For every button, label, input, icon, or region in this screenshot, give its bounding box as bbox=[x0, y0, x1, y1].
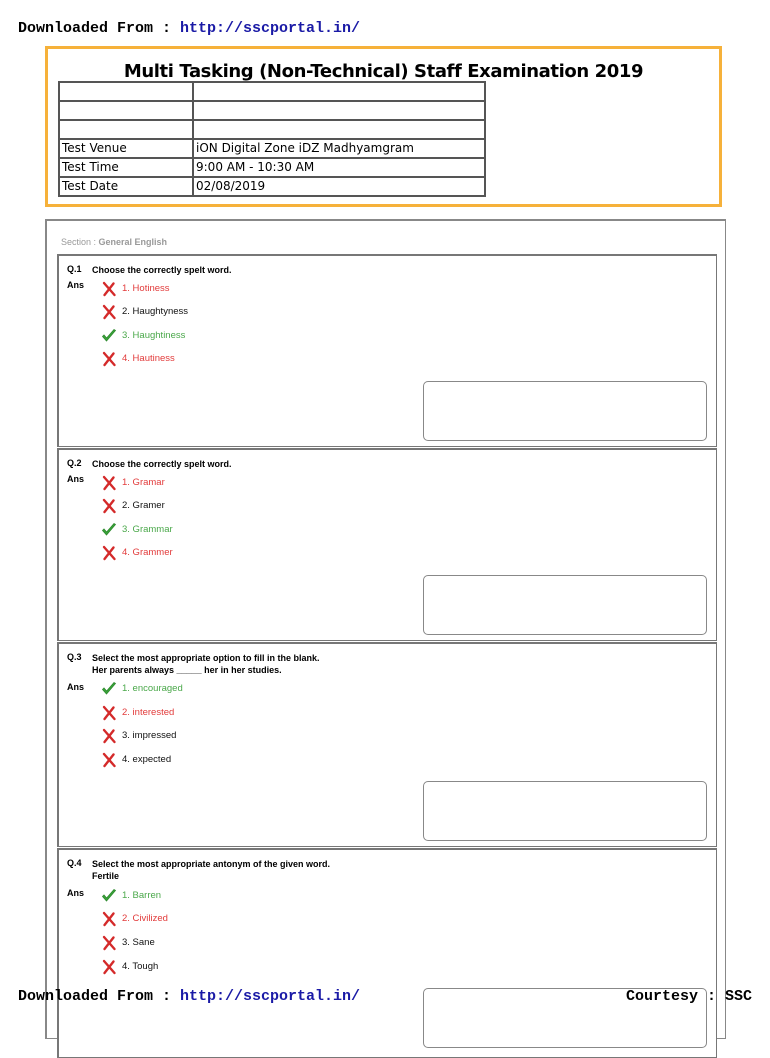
info-value: iON Digital Zone iDZ Madhyamgram bbox=[193, 139, 485, 158]
question-line: Select the most appropriate option to fill in the blank. bbox=[92, 653, 320, 663]
section-prefix: Section : bbox=[61, 237, 99, 247]
question-text bbox=[92, 858, 330, 882]
question-number: Q.3 bbox=[67, 652, 82, 662]
answer-label: Ans bbox=[67, 888, 85, 898]
info-row-date bbox=[59, 177, 485, 196]
question-card bbox=[57, 254, 717, 447]
download-prefix: Downloaded From : bbox=[18, 20, 181, 37]
option-label: 4. Tough bbox=[122, 961, 159, 972]
option-label: 2. Haughtyness bbox=[122, 306, 189, 317]
download-prefix: Downloaded From : bbox=[18, 988, 181, 1005]
exam-info-table bbox=[58, 81, 486, 197]
question-line: Choose the correctly spelt word. bbox=[92, 459, 232, 469]
question-number: Q.4 bbox=[67, 858, 82, 868]
info-row bbox=[59, 82, 485, 101]
question-card bbox=[57, 448, 717, 641]
info-value bbox=[193, 101, 485, 120]
exam-title: Multi Tasking (Non-Technical) Staff Examination 2019 bbox=[123, 61, 644, 82]
option-label: 4. Hautiness bbox=[122, 353, 175, 364]
option-label: 1. Hotiness bbox=[122, 283, 170, 294]
response-box bbox=[423, 575, 707, 635]
option-label: 4. Grammer bbox=[122, 547, 173, 558]
question-line: Select the most appropriate antonym of the given word. bbox=[92, 859, 331, 869]
info-label bbox=[59, 101, 193, 120]
question-text bbox=[92, 652, 320, 676]
info-value bbox=[193, 120, 485, 139]
info-value: 02/08/2019 bbox=[193, 177, 485, 196]
option-label: 1. encouraged bbox=[122, 683, 183, 694]
section-name: General English bbox=[98, 237, 168, 247]
info-row-time bbox=[59, 158, 485, 177]
section-label bbox=[61, 237, 167, 247]
question-number: Q.2 bbox=[67, 458, 82, 468]
question-line: Fertile bbox=[92, 871, 120, 881]
question-line: Her parents always _____ her in her studies. bbox=[92, 665, 282, 675]
info-row bbox=[59, 120, 485, 139]
answer-label: Ans bbox=[67, 280, 85, 290]
question-text bbox=[92, 458, 232, 470]
info-value: 9:00 AM - 10:30 AM bbox=[193, 158, 485, 177]
question-card bbox=[57, 642, 717, 847]
option-label: 4. expected bbox=[122, 754, 172, 765]
question-card bbox=[57, 848, 717, 1058]
info-row-venue bbox=[59, 139, 485, 158]
courtesy-note: Courtesy : SSC bbox=[625, 988, 752, 1005]
question-panel bbox=[45, 219, 726, 1039]
download-source-top bbox=[18, 20, 360, 37]
option-label: 3. Sane bbox=[122, 937, 155, 948]
option-label: 1. Gramar bbox=[122, 477, 165, 488]
answer-label: Ans bbox=[67, 682, 85, 692]
info-row bbox=[59, 101, 485, 120]
exam-header bbox=[45, 46, 722, 207]
info-label bbox=[59, 120, 193, 139]
info-label: Test Time bbox=[59, 158, 193, 177]
option-label: 3. Grammar bbox=[122, 524, 173, 535]
download-source-bottom bbox=[18, 988, 360, 1005]
option-label: 2. Gramer bbox=[122, 500, 165, 511]
option-label: 3. Haughtiness bbox=[122, 330, 186, 341]
source-link[interactable]: http://sscportal.in/ bbox=[180, 988, 361, 1005]
question-text bbox=[92, 264, 232, 276]
option-label: 2. Civilized bbox=[122, 913, 168, 924]
response-box bbox=[423, 781, 707, 841]
option-label: 3. impressed bbox=[122, 730, 177, 741]
source-link[interactable]: http://sscportal.in/ bbox=[180, 20, 361, 37]
question-line: Choose the correctly spelt word. bbox=[92, 265, 232, 275]
info-label: Test Venue bbox=[59, 139, 193, 158]
info-label: Test Date bbox=[59, 177, 193, 196]
response-box bbox=[423, 381, 707, 441]
info-value bbox=[193, 82, 485, 101]
option-label: 2. interested bbox=[122, 707, 175, 718]
answer-label: Ans bbox=[67, 474, 85, 484]
option-label: 1. Barren bbox=[122, 890, 162, 901]
info-label bbox=[59, 82, 193, 101]
question-number: Q.1 bbox=[67, 264, 82, 274]
